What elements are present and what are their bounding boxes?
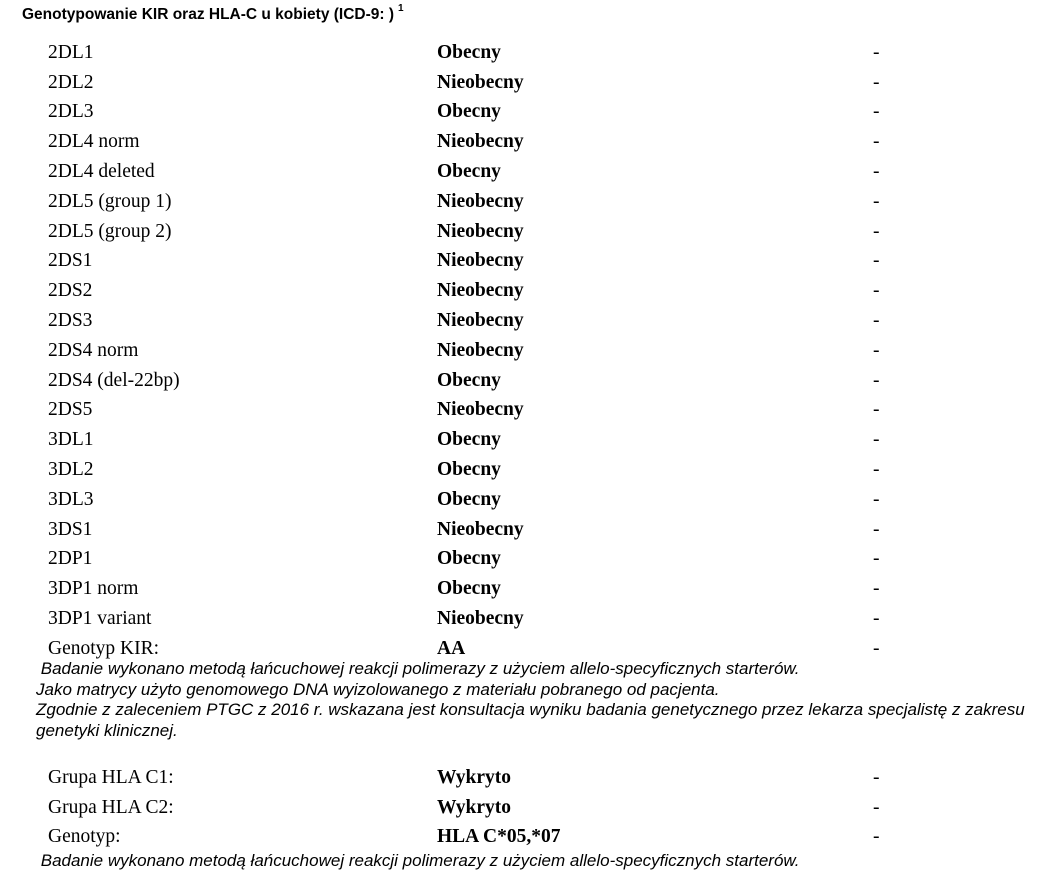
reference-dash: -	[873, 399, 880, 421]
report-section-title-text: Genotypowanie KIR oraz HLA-C u kobiety (ICD-9: )	[22, 6, 395, 24]
test-result-value: Obecny	[437, 459, 501, 481]
reference-dash: -	[873, 339, 880, 361]
reference-dash: -	[873, 826, 880, 848]
kir-results-table	[0, 38, 1042, 664]
result-row	[0, 336, 1042, 366]
test-label: 2DS2	[48, 280, 93, 302]
hla-c-results-table	[0, 763, 1042, 852]
kir-table-footnotes	[36, 659, 1036, 742]
title-footnote-reference: 1	[398, 3, 404, 14]
reference-dash: -	[873, 101, 880, 123]
test-result-value: Nieobecny	[437, 131, 524, 153]
reference-dash: -	[873, 429, 880, 451]
result-row	[0, 98, 1042, 128]
result-row	[0, 545, 1042, 575]
test-result-value: Wykryto	[437, 796, 512, 818]
test-result-value: AA	[437, 637, 466, 659]
test-label: 2DS5	[48, 399, 93, 421]
reference-dash: -	[873, 369, 880, 391]
result-row	[0, 485, 1042, 515]
result-row	[0, 306, 1042, 336]
test-label: 3DS1	[48, 518, 93, 540]
result-row	[0, 38, 1042, 68]
test-result-value: Nieobecny	[437, 608, 524, 630]
reference-dash: -	[873, 280, 880, 302]
test-result-value: Obecny	[437, 488, 501, 510]
footnote-line: Badanie wykonano metodą łańcuchowej reakcji polimerazy z użyciem allelo-specyficznych starterów.	[36, 851, 800, 870]
test-label: Grupa HLA C1:	[48, 766, 174, 788]
result-row	[0, 247, 1042, 277]
result-row	[0, 793, 1042, 823]
test-label: 2DL1	[48, 41, 94, 63]
test-label: 2DS3	[48, 310, 93, 332]
reference-dash: -	[873, 41, 880, 63]
reference-dash: -	[873, 131, 880, 153]
reference-dash: -	[873, 459, 880, 481]
test-label: Grupa HLA C2:	[48, 796, 174, 818]
result-row	[0, 604, 1042, 634]
test-label: 2DL5 (group 1)	[48, 190, 172, 212]
reference-dash: -	[873, 488, 880, 510]
test-label: 3DL1	[48, 429, 94, 451]
test-label: Genotyp:	[48, 826, 121, 848]
result-row	[0, 157, 1042, 187]
reference-dash: -	[873, 637, 880, 659]
test-result-value: Nieobecny	[437, 190, 524, 212]
test-result-value: Obecny	[437, 41, 501, 63]
test-label: 2DL2	[48, 71, 94, 93]
result-row	[0, 574, 1042, 604]
test-label: 3DL2	[48, 459, 94, 481]
result-row	[0, 68, 1042, 98]
test-result-value: Nieobecny	[437, 518, 524, 540]
test-result-value: Obecny	[437, 429, 501, 451]
footnote-line: Badanie wykonano metodą łańcuchowej reakcji polimerazy z użyciem allelo-specyficznych starterów.	[36, 659, 800, 678]
test-result-value: Wykryto	[437, 766, 512, 788]
test-label: 3DP1 variant	[48, 608, 152, 630]
test-result-value: Obecny	[437, 548, 501, 570]
test-label: 2DL4 norm	[48, 131, 140, 153]
reference-dash: -	[873, 250, 880, 272]
test-result-value: Obecny	[437, 101, 501, 123]
test-result-value: HLA C*05,*07	[437, 826, 561, 848]
test-result-value: Nieobecny	[437, 280, 524, 302]
result-row	[0, 425, 1042, 455]
reference-dash: -	[873, 766, 880, 788]
reference-dash: -	[873, 71, 880, 93]
test-label: 2DL4 deleted	[48, 161, 155, 183]
test-label: Genotyp KIR:	[48, 637, 160, 659]
result-row	[0, 515, 1042, 545]
report-section-title	[22, 5, 404, 24]
test-label: 3DP1 norm	[48, 578, 139, 600]
result-row	[0, 455, 1042, 485]
result-row	[0, 763, 1042, 793]
result-row	[0, 127, 1042, 157]
test-result-value: Nieobecny	[437, 250, 524, 272]
test-label: 2DS4 norm	[48, 339, 139, 361]
footnote-line: Zgodnie z zaleceniem PTGC z 2016 r. wskazana jest konsultacja wyniku badania genetycznego przez lekarza specjalistę z zakresu genetyki klinicznej.	[36, 700, 1030, 741]
test-result-value: Nieobecny	[437, 339, 524, 361]
reference-dash: -	[873, 796, 880, 818]
reference-dash: -	[873, 310, 880, 332]
test-result-value: Nieobecny	[437, 399, 524, 421]
test-result-value: Nieobecny	[437, 71, 524, 93]
test-label: 2DS1	[48, 250, 93, 272]
result-row	[0, 366, 1042, 396]
result-row	[0, 187, 1042, 217]
reference-dash: -	[873, 548, 880, 570]
test-label: 2DL5 (group 2)	[48, 220, 172, 242]
test-label: 2DP1	[48, 548, 93, 570]
footnote-line: Jako matrycy użyto genomowego DNA wyizolowanego z materiału pobranego od pacjenta.	[36, 679, 720, 699]
result-row	[0, 396, 1042, 426]
test-result-value: Nieobecny	[437, 310, 524, 332]
reference-dash: -	[873, 518, 880, 540]
test-label: 2DL3	[48, 101, 94, 123]
reference-dash: -	[873, 190, 880, 212]
test-result-value: Obecny	[437, 369, 501, 391]
test-label: 2DS4 (del-22bp)	[48, 369, 180, 391]
test-label: 3DL3	[48, 488, 94, 510]
reference-dash: -	[873, 220, 880, 242]
test-result-value: Obecny	[437, 161, 501, 183]
reference-dash: -	[873, 578, 880, 600]
result-row	[0, 217, 1042, 247]
test-result-value: Obecny	[437, 578, 501, 600]
result-row	[0, 823, 1042, 853]
reference-dash: -	[873, 161, 880, 183]
result-row	[0, 276, 1042, 306]
test-result-value: Nieobecny	[437, 220, 524, 242]
reference-dash: -	[873, 608, 880, 630]
